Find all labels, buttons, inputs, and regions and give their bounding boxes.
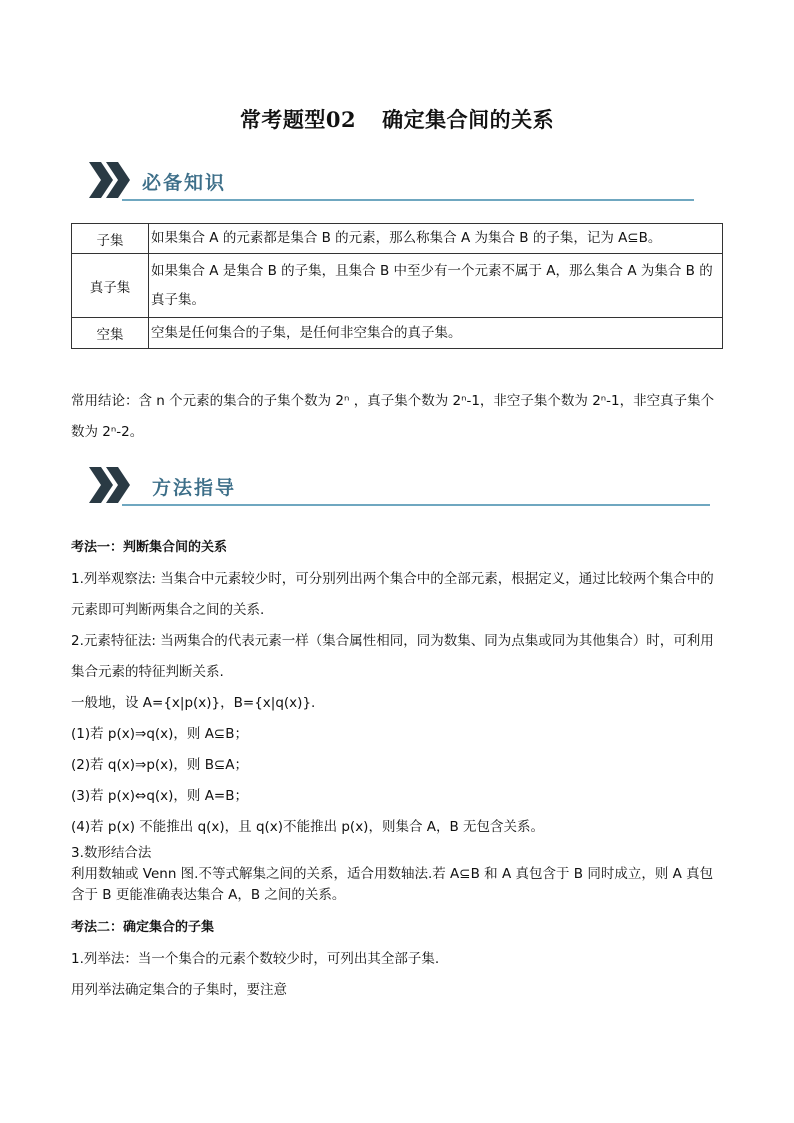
paragraph: (2)若 q(x)⇒p(x)，则 B⊆A； <box>71 757 249 773</box>
method-content <box>71 532 725 1006</box>
paragraph: 2.元素特征法: 当两集合的代表元素一样（集合属性相同，同为数集、同为点集或同为其他集合）时，可利用集合元素的特征判断关系. <box>71 633 714 680</box>
page-title: 常考题型02 确定集合间的关系 <box>239 107 555 132</box>
section-label: 必备知识 <box>142 172 227 194</box>
paragraph: 用列举法确定集合的子集时，要注意 <box>71 982 287 998</box>
method-heading: 考法二：确定集合的子集 <box>71 920 215 935</box>
paragraph: (1)若 p(x)⇒q(x)，则 A⊆B； <box>71 726 249 742</box>
table-cell-definition: 如果集合 A 是集合 B 的子集，且集合 B 中至少有一个元素不属于 A，那么集合 A 为集合 B 的真子集。 <box>149 254 723 318</box>
table-cell-definition: 如果集合 A 的元素都是集合 B 的元素，那么称集合 A 为集合 B 的子集，记为 A⊆B。 <box>149 224 723 254</box>
section-header-knowledge <box>86 158 696 210</box>
paragraph: 一般地，设 A={x|p(x)}，B={x|q(x)}. <box>71 695 316 711</box>
double-chevron-icon <box>86 463 134 507</box>
table-cell-definition: 空集是任何集合的子集，是任何非空集合的真子集。 <box>149 318 723 349</box>
section-header-methods <box>86 463 712 515</box>
table-row <box>72 318 723 349</box>
section-rule <box>122 504 710 506</box>
table-cell-term: 空集 <box>72 318 149 349</box>
double-chevron-icon <box>86 158 134 202</box>
paragraph: 1.列举法：当一个集合的元素个数较少时，可列出其全部子集. <box>71 951 440 967</box>
method-heading: 考法一：判断集合间的关系 <box>71 540 228 555</box>
paragraph: 利用数轴或 Venn 图.不等式解集之间的关系，适合用数轴法.若 A⊆B 和 A 真包含于 B 同时成立，则 A 真包含于 B 更能准确表达集合 A，B 之间的关系。 <box>71 866 714 903</box>
section-label: 方法指导 <box>152 477 237 499</box>
common-conclusion: 常用结论：含 n 个元素的集合的子集个数为 2ⁿ ，真子集个数为 2ⁿ-1，非空子集个数为 2ⁿ-1，非空真子集个数为 2ⁿ-2。 <box>71 393 715 440</box>
paragraph: (4)若 p(x) 不能推出 q(x)，且 q(x)不能推出 p(x)，则集合 A，B 无包含关系。 <box>71 819 545 835</box>
table-cell-term: 真子集 <box>72 254 149 318</box>
knowledge-table <box>71 223 723 349</box>
table-row <box>72 224 723 254</box>
section-rule <box>122 199 694 201</box>
table-row <box>72 254 723 318</box>
paragraph: (3)若 p(x)⇔q(x)，则 A=B； <box>71 788 249 804</box>
table-cell-term: 子集 <box>72 224 149 254</box>
paragraph: 1.列举观察法: 当集合中元素较少时，可分别列出两个集合中的全部元素，根据定义，通过比较两个集合中的元素即可判断两集合之间的关系. <box>71 571 714 618</box>
paragraph: 3.数形结合法 <box>71 845 152 861</box>
